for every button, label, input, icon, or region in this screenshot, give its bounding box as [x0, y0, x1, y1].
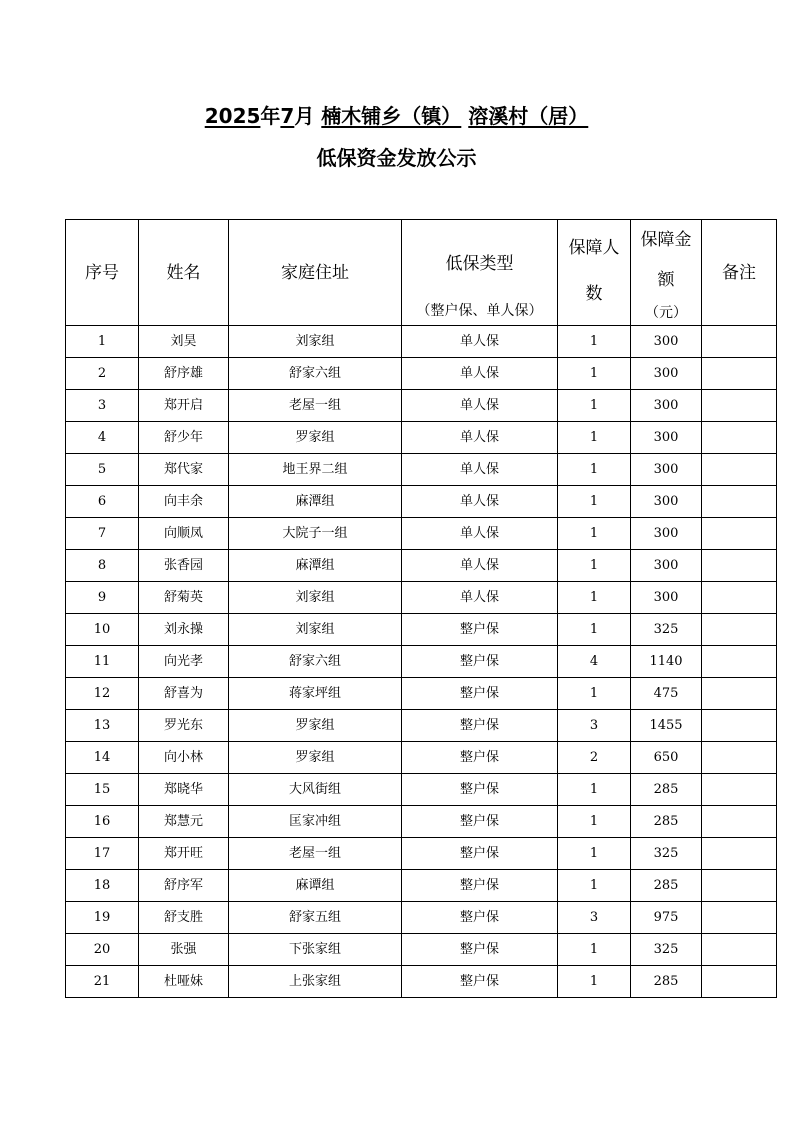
cell-name: 郑晓华: [139, 774, 229, 806]
cell-seq: 16: [66, 806, 139, 838]
cell-type: 整户保: [402, 646, 558, 678]
cell-seq: 1: [66, 326, 139, 358]
cell-remark: [702, 422, 777, 454]
title-township: 楠木铺乡（镇）: [321, 104, 462, 128]
cell-seq: 20: [66, 934, 139, 966]
cell-count: 1: [558, 774, 631, 806]
cell-type: 整户保: [402, 838, 558, 870]
cell-seq: 14: [66, 742, 139, 774]
cell-address: 匡家冲组: [229, 806, 402, 838]
cell-count: 1: [558, 326, 631, 358]
cell-seq: 12: [66, 678, 139, 710]
header-address: 家庭住址: [229, 220, 402, 326]
cell-remark: [702, 454, 777, 486]
cell-type: 单人保: [402, 358, 558, 390]
cell-remark: [702, 838, 777, 870]
header-amount: [631, 220, 702, 326]
cell-address: 舒家五组: [229, 902, 402, 934]
cell-remark: [702, 902, 777, 934]
cell-seq: 21: [66, 966, 139, 998]
cell-type: 单人保: [402, 326, 558, 358]
cell-address: 刘家组: [229, 614, 402, 646]
cell-amount: 300: [631, 422, 702, 454]
cell-name: 罗光东: [139, 710, 229, 742]
cell-amount: 300: [631, 582, 702, 614]
cell-seq: 6: [66, 486, 139, 518]
header-name: 姓名: [139, 220, 229, 326]
cell-remark: [702, 678, 777, 710]
cell-remark: [702, 646, 777, 678]
table-row: [66, 806, 777, 838]
cell-remark: [702, 358, 777, 390]
cell-count: 1: [558, 838, 631, 870]
title-month: 7: [280, 104, 295, 128]
cell-address: 刘家组: [229, 326, 402, 358]
cell-name: 向顺凤: [139, 518, 229, 550]
cell-amount: 650: [631, 742, 702, 774]
cell-name: 舒序雄: [139, 358, 229, 390]
cell-count: 1: [558, 422, 631, 454]
header-count-line1: 保障人: [568, 238, 620, 258]
table-row: [66, 678, 777, 710]
cell-name: 郑慧元: [139, 806, 229, 838]
header-count: [558, 220, 631, 326]
cell-amount: 300: [631, 454, 702, 486]
cell-count: 1: [558, 582, 631, 614]
cell-name: 张强: [139, 934, 229, 966]
subsidy-table: [65, 219, 777, 998]
cell-amount: 300: [631, 326, 702, 358]
cell-remark: [702, 774, 777, 806]
header-amount-line2: 额: [657, 270, 675, 290]
table-row: [66, 614, 777, 646]
cell-type: 整户保: [402, 774, 558, 806]
cell-type: 整户保: [402, 870, 558, 902]
cell-name: 张香园: [139, 550, 229, 582]
cell-address: 上张家组: [229, 966, 402, 998]
table-row: [66, 422, 777, 454]
cell-amount: 975: [631, 902, 702, 934]
cell-address: 麻谭组: [229, 870, 402, 902]
table-row: [66, 838, 777, 870]
cell-amount: 285: [631, 806, 702, 838]
cell-amount: 300: [631, 518, 702, 550]
cell-amount: 300: [631, 550, 702, 582]
cell-address: 老屋一组: [229, 838, 402, 870]
cell-seq: 7: [66, 518, 139, 550]
cell-amount: 325: [631, 934, 702, 966]
cell-type: 整户保: [402, 934, 558, 966]
cell-count: 1: [558, 550, 631, 582]
cell-type: 单人保: [402, 486, 558, 518]
cell-address: 刘家组: [229, 582, 402, 614]
cell-address: 舒家六组: [229, 646, 402, 678]
cell-remark: [702, 518, 777, 550]
cell-remark: [702, 550, 777, 582]
table-row: [66, 966, 777, 998]
cell-amount: 300: [631, 358, 702, 390]
cell-amount: 285: [631, 774, 702, 806]
cell-name: 刘昊: [139, 326, 229, 358]
cell-amount: 285: [631, 870, 702, 902]
cell-count: 3: [558, 902, 631, 934]
cell-seq: 15: [66, 774, 139, 806]
cell-type: 单人保: [402, 518, 558, 550]
header-type-label: 低保类型: [445, 254, 514, 274]
title-village: 溶溪村（居）: [468, 104, 589, 128]
table-row: [66, 870, 777, 902]
cell-seq: 19: [66, 902, 139, 934]
cell-count: 1: [558, 678, 631, 710]
table-header-row: [66, 220, 777, 326]
cell-seq: 9: [66, 582, 139, 614]
cell-seq: 10: [66, 614, 139, 646]
cell-count: 2: [558, 742, 631, 774]
cell-name: 郑代家: [139, 454, 229, 486]
cell-amount: 325: [631, 614, 702, 646]
cell-remark: [702, 710, 777, 742]
header-amount-unit: （元）: [645, 305, 687, 321]
cell-seq: 4: [66, 422, 139, 454]
cell-name: 郑开旺: [139, 838, 229, 870]
cell-seq: 8: [66, 550, 139, 582]
cell-address: 舒家六组: [229, 358, 402, 390]
table-row: [66, 742, 777, 774]
table-row: [66, 326, 777, 358]
cell-count: 1: [558, 454, 631, 486]
cell-type: 整户保: [402, 710, 558, 742]
cell-seq: 13: [66, 710, 139, 742]
header-amount-line1: 保障金: [640, 230, 692, 250]
cell-remark: [702, 966, 777, 998]
document-subtitle: 低保资金发放公示: [316, 146, 477, 170]
cell-remark: [702, 870, 777, 902]
cell-type: 整户保: [402, 902, 558, 934]
cell-remark: [702, 614, 777, 646]
cell-address: 地王界二组: [229, 454, 402, 486]
cell-count: 1: [558, 486, 631, 518]
cell-name: 向光孝: [139, 646, 229, 678]
cell-count: 1: [558, 518, 631, 550]
cell-seq: 17: [66, 838, 139, 870]
cell-name: 舒喜为: [139, 678, 229, 710]
header-type: [402, 220, 558, 326]
cell-type: 单人保: [402, 582, 558, 614]
cell-address: 罗家组: [229, 710, 402, 742]
cell-amount: 285: [631, 966, 702, 998]
table-row: [66, 486, 777, 518]
cell-type: 单人保: [402, 390, 558, 422]
cell-address: 老屋一组: [229, 390, 402, 422]
cell-amount: 475: [631, 678, 702, 710]
cell-seq: 3: [66, 390, 139, 422]
cell-name: 舒少年: [139, 422, 229, 454]
cell-amount: 1455: [631, 710, 702, 742]
table-row: [66, 934, 777, 966]
cell-amount: 1140: [631, 646, 702, 678]
cell-seq: 11: [66, 646, 139, 678]
cell-address: 蒋家坪组: [229, 678, 402, 710]
cell-count: 1: [558, 358, 631, 390]
cell-type: 整户保: [402, 806, 558, 838]
cell-address: 大风街组: [229, 774, 402, 806]
document-title: [0, 102, 793, 130]
table-row: [66, 390, 777, 422]
table-row: [66, 582, 777, 614]
cell-count: 1: [558, 870, 631, 902]
cell-name: 舒菊英: [139, 582, 229, 614]
cell-name: 郑开启: [139, 390, 229, 422]
cell-type: 整户保: [402, 614, 558, 646]
cell-remark: [702, 806, 777, 838]
cell-seq: 18: [66, 870, 139, 902]
cell-count: 1: [558, 614, 631, 646]
cell-address: 大院子一组: [229, 518, 402, 550]
cell-count: 1: [558, 966, 631, 998]
title-year-suffix: 年: [260, 104, 281, 128]
cell-name: 刘永操: [139, 614, 229, 646]
table-row: [66, 518, 777, 550]
cell-type: 单人保: [402, 422, 558, 454]
cell-remark: [702, 486, 777, 518]
table-row: [66, 358, 777, 390]
cell-amount: 300: [631, 390, 702, 422]
title-year: 2025: [204, 104, 261, 128]
table-body: [66, 326, 777, 998]
cell-count: 1: [558, 934, 631, 966]
cell-name: 舒序军: [139, 870, 229, 902]
table-row: [66, 454, 777, 486]
cell-address: 麻潭组: [229, 486, 402, 518]
cell-count: 3: [558, 710, 631, 742]
cell-remark: [702, 582, 777, 614]
cell-name: 舒支胜: [139, 902, 229, 934]
cell-type: 单人保: [402, 454, 558, 486]
cell-count: 1: [558, 390, 631, 422]
cell-address: 罗家组: [229, 422, 402, 454]
table-row: [66, 774, 777, 806]
title-month-suffix: 月: [294, 104, 315, 128]
cell-seq: 2: [66, 358, 139, 390]
cell-remark: [702, 934, 777, 966]
header-seq: 序号: [66, 220, 139, 326]
cell-type: 整户保: [402, 742, 558, 774]
cell-seq: 5: [66, 454, 139, 486]
table-row: [66, 710, 777, 742]
header-type-note: （整户保、单人保）: [416, 303, 543, 319]
cell-name: 向丰余: [139, 486, 229, 518]
cell-remark: [702, 326, 777, 358]
cell-address: 下张家组: [229, 934, 402, 966]
cell-amount: 300: [631, 486, 702, 518]
cell-count: 1: [558, 806, 631, 838]
header-count-line2: 数: [585, 284, 603, 304]
cell-name: 杜哑妹: [139, 966, 229, 998]
table-row: [66, 550, 777, 582]
cell-address: 罗家组: [229, 742, 402, 774]
cell-type: 整户保: [402, 966, 558, 998]
cell-address: 麻潭组: [229, 550, 402, 582]
table-row: [66, 902, 777, 934]
cell-count: 4: [558, 646, 631, 678]
cell-name: 向小林: [139, 742, 229, 774]
table-row: [66, 646, 777, 678]
header-remark: 备注: [702, 220, 777, 326]
cell-amount: 325: [631, 838, 702, 870]
cell-remark: [702, 742, 777, 774]
cell-type: 整户保: [402, 678, 558, 710]
cell-type: 单人保: [402, 550, 558, 582]
cell-remark: [702, 390, 777, 422]
